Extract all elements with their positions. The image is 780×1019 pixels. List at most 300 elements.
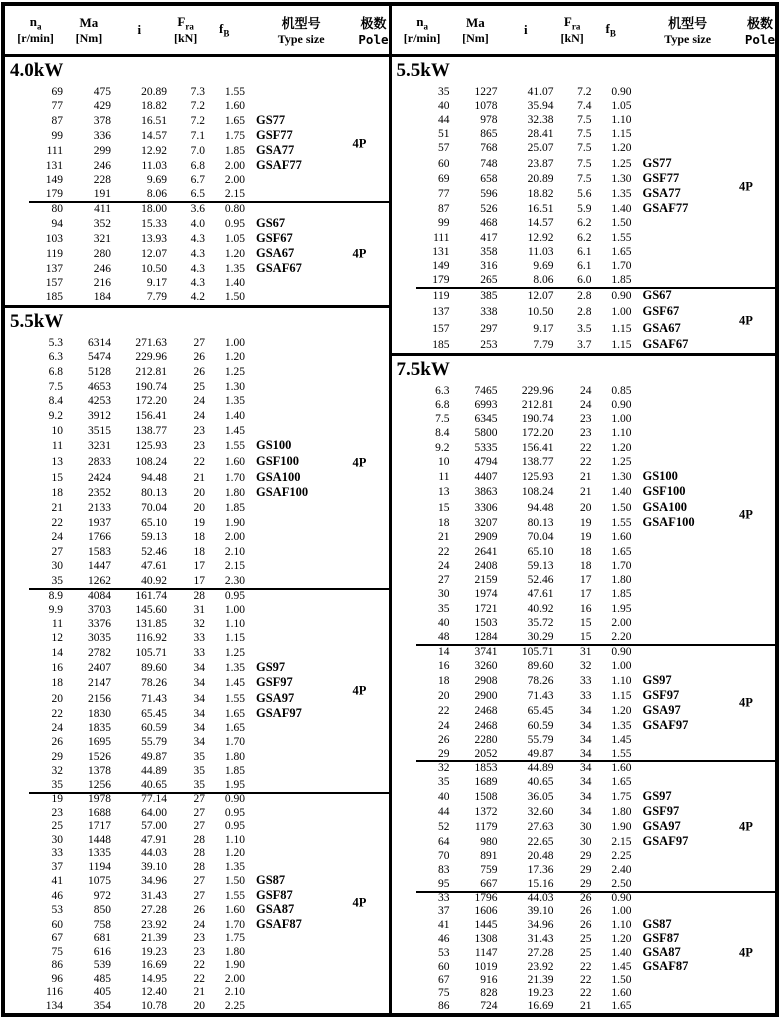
ratio-cell: 70.04 bbox=[527, 531, 554, 544]
fb-cell: 2.30 bbox=[224, 575, 245, 588]
fb-cell: 0.95 bbox=[224, 217, 245, 230]
fb-cell: 1.50 bbox=[611, 501, 632, 514]
na-cell: 57 bbox=[438, 142, 450, 155]
ratio-cell: 44.89 bbox=[527, 761, 554, 774]
ratio-cell: 16.51 bbox=[527, 203, 554, 216]
fra-cell: 27 bbox=[193, 875, 205, 888]
table-row bbox=[392, 748, 776, 761]
ratio-cell: 105.71 bbox=[135, 646, 167, 659]
fb-cell: 1.15 bbox=[224, 632, 245, 645]
fb-cell: 1.65 bbox=[224, 114, 245, 127]
na-cell: 27 bbox=[438, 574, 450, 587]
na-cell: 11 bbox=[51, 440, 63, 453]
ratio-cell: 89.60 bbox=[141, 662, 167, 675]
ma-cell: 1378 bbox=[88, 765, 111, 778]
fra-cell: 34 bbox=[580, 719, 592, 732]
fra-cell: 23 bbox=[193, 440, 205, 453]
fra-cell: 34 bbox=[580, 747, 592, 760]
ratio-cell: 40.92 bbox=[527, 602, 554, 615]
na-cell: 26 bbox=[438, 733, 450, 746]
na-cell: 86 bbox=[51, 959, 63, 972]
ratio-cell: 32.38 bbox=[527, 114, 554, 126]
na-cell: 52 bbox=[438, 820, 450, 833]
ratio-cell: 39.10 bbox=[527, 905, 554, 917]
fra-cell: 28 bbox=[193, 589, 205, 602]
table-row bbox=[5, 144, 389, 158]
ratio-cell: 59.13 bbox=[527, 559, 554, 572]
ratio-cell: 9.17 bbox=[146, 277, 167, 290]
fra-cell: 22 bbox=[580, 455, 592, 468]
type-size-cell: GSAF97 bbox=[642, 834, 689, 849]
ma-cell: 1078 bbox=[474, 99, 498, 112]
ma-cell: 980 bbox=[480, 836, 498, 849]
fra-cell: 4.3 bbox=[190, 247, 205, 260]
column-label: $n_a$ bbox=[416, 13, 428, 32]
column-header-3 bbox=[553, 6, 591, 54]
ratio-cell: 20.89 bbox=[527, 172, 554, 185]
type-size-cell: GS87 bbox=[642, 917, 672, 931]
na-cell: 19 bbox=[51, 793, 63, 806]
ma-cell: 2352 bbox=[88, 487, 111, 500]
fra-cell: 21 bbox=[580, 486, 592, 499]
fra-cell: 28 bbox=[193, 833, 205, 846]
ma-cell: 2147 bbox=[88, 677, 111, 690]
ma-cell: 4794 bbox=[474, 455, 498, 468]
table-row bbox=[392, 322, 776, 336]
fra-cell: 7.3 bbox=[190, 85, 205, 98]
fb-cell: 1.05 bbox=[224, 232, 245, 245]
pole-value: 4P bbox=[352, 895, 367, 910]
fb-cell: 2.00 bbox=[224, 174, 245, 187]
fb-cell: 1.65 bbox=[611, 775, 632, 788]
ma-cell: 596 bbox=[480, 188, 498, 201]
ma-cell: 748 bbox=[480, 157, 498, 170]
na-cell: 149 bbox=[432, 260, 450, 273]
table-row bbox=[392, 456, 776, 469]
table-row bbox=[5, 793, 389, 806]
na-cell: 7.5 bbox=[48, 380, 63, 393]
ratio-cell: 36.05 bbox=[527, 790, 554, 803]
power-section bbox=[5, 305, 389, 1013]
fra-cell: 20 bbox=[580, 501, 592, 514]
fb-cell: 1.05 bbox=[611, 99, 632, 112]
ratio-cell: 34.96 bbox=[141, 875, 167, 888]
ma-cell: 2782 bbox=[88, 646, 111, 659]
ma-cell: 1447 bbox=[88, 560, 111, 573]
fb-cell: 1.85 bbox=[611, 588, 632, 601]
na-cell: 16 bbox=[438, 659, 450, 672]
ma-cell: 1695 bbox=[88, 736, 111, 749]
ratio-cell: 89.60 bbox=[527, 659, 554, 672]
fb-cell: 1.80 bbox=[611, 574, 632, 587]
fb-cell: 1.85 bbox=[224, 501, 245, 514]
fra-cell: 21 bbox=[193, 986, 205, 999]
ratio-cell: 31.43 bbox=[141, 889, 167, 902]
fb-cell: 1.35 bbox=[611, 719, 632, 732]
fra-cell: 18 bbox=[193, 545, 205, 558]
table-row bbox=[392, 719, 776, 733]
na-cell: 37 bbox=[51, 860, 63, 873]
fra-cell: 17 bbox=[580, 588, 592, 601]
fra-cell: 26 bbox=[193, 904, 205, 917]
ratio-cell: 9.69 bbox=[533, 260, 554, 273]
fb-cell: 1.60 bbox=[224, 99, 245, 112]
na-cell: 48 bbox=[438, 631, 450, 644]
ratio-cell: 80.13 bbox=[527, 517, 554, 530]
column-label: Ma bbox=[79, 14, 99, 30]
ma-cell: 1445 bbox=[474, 919, 498, 931]
ma-cell: 411 bbox=[94, 202, 111, 215]
table-row bbox=[5, 676, 389, 690]
ratio-cell: 65.10 bbox=[527, 545, 554, 558]
fra-cell: 7.5 bbox=[577, 172, 592, 185]
na-cell: 32 bbox=[51, 765, 63, 778]
fra-cell: 33 bbox=[580, 674, 592, 687]
table-row bbox=[5, 381, 389, 394]
fb-cell: 1.60 bbox=[611, 987, 632, 999]
fb-cell: 1.50 bbox=[611, 217, 632, 230]
ratio-cell: 77.14 bbox=[141, 793, 167, 806]
fb-cell: 2.25 bbox=[611, 850, 632, 863]
gearbox-block bbox=[5, 589, 389, 793]
table-row bbox=[5, 159, 389, 173]
ratio-cell: 18.82 bbox=[141, 99, 167, 112]
table-row bbox=[5, 471, 389, 485]
table-row bbox=[5, 973, 389, 986]
ratio-cell: 105.71 bbox=[521, 645, 554, 658]
table-row bbox=[5, 217, 389, 231]
fra-cell: 24 bbox=[193, 410, 205, 423]
table-row bbox=[392, 560, 776, 573]
ma-cell: 616 bbox=[93, 945, 111, 958]
ratio-cell: 60.59 bbox=[527, 719, 554, 732]
table-row bbox=[5, 188, 389, 201]
na-cell: 185 bbox=[45, 291, 63, 304]
na-cell: 21 bbox=[51, 501, 63, 514]
ratio-cell: 18.82 bbox=[527, 188, 554, 201]
na-cell: 94 bbox=[51, 217, 63, 230]
fra-cell: 21 bbox=[580, 1000, 592, 1012]
na-cell: 24 bbox=[51, 531, 63, 544]
fb-cell: 1.40 bbox=[611, 203, 632, 216]
ma-cell: 1019 bbox=[474, 961, 498, 973]
fra-cell: 7.5 bbox=[577, 157, 592, 170]
ma-cell: 2833 bbox=[88, 455, 111, 468]
type-size-cell: GSAF87 bbox=[256, 916, 302, 931]
ratio-cell: 22.65 bbox=[527, 836, 554, 849]
fra-cell: 27 bbox=[193, 336, 205, 349]
ma-cell: 972 bbox=[93, 889, 111, 902]
ma-cell: 2909 bbox=[474, 531, 498, 544]
fra-cell: 34 bbox=[193, 707, 205, 720]
ma-cell: 724 bbox=[480, 1000, 498, 1012]
power-section bbox=[392, 57, 776, 353]
na-cell: 13 bbox=[51, 455, 63, 468]
ratio-cell: 40.65 bbox=[527, 775, 554, 788]
fra-cell: 27 bbox=[193, 793, 205, 806]
ma-cell: 191 bbox=[93, 188, 111, 201]
ma-cell: 5800 bbox=[474, 427, 498, 440]
na-cell: 21 bbox=[438, 531, 450, 544]
type-size-cell: GSA100 bbox=[256, 469, 301, 484]
fb-cell: 1.25 bbox=[611, 455, 632, 468]
table-row bbox=[392, 470, 776, 484]
ma-cell: 5474 bbox=[88, 351, 111, 364]
na-cell: 13 bbox=[438, 486, 450, 499]
ratio-cell: 78.26 bbox=[141, 677, 167, 690]
table-row bbox=[5, 590, 389, 603]
table-row bbox=[5, 986, 389, 999]
na-cell: 149 bbox=[45, 174, 63, 187]
fra-cell: 27 bbox=[193, 806, 205, 819]
type-size-cell: GS67 bbox=[256, 215, 286, 230]
table-row bbox=[5, 502, 389, 515]
fb-cell: 1.00 bbox=[611, 413, 632, 426]
na-cell: 131 bbox=[45, 160, 63, 173]
table-row bbox=[392, 128, 776, 141]
table-header bbox=[5, 6, 389, 57]
column-label: 极数 bbox=[746, 17, 773, 32]
na-cell: 70 bbox=[438, 850, 450, 863]
fra-cell: 23 bbox=[193, 932, 205, 945]
na-cell: 51 bbox=[438, 128, 450, 141]
na-cell: 18 bbox=[51, 487, 63, 500]
fra-cell: 31 bbox=[193, 603, 205, 616]
fra-cell: 7.2 bbox=[190, 114, 205, 127]
type-size-cell: GSAF67 bbox=[642, 336, 689, 351]
ma-cell: 385 bbox=[480, 290, 498, 303]
ma-cell: 280 bbox=[93, 247, 111, 260]
fra-cell: 28 bbox=[193, 860, 205, 873]
fra-cell: 34 bbox=[193, 692, 205, 705]
section-title: 5.5kW bbox=[396, 60, 450, 81]
ma-cell: 768 bbox=[480, 142, 498, 155]
fb-cell: 1.40 bbox=[224, 410, 245, 423]
table-row bbox=[392, 689, 776, 703]
type-size-cell: GS77 bbox=[256, 112, 286, 127]
ma-cell: 6993 bbox=[474, 398, 498, 411]
column-header-3 bbox=[167, 6, 205, 54]
fra-cell: 7.1 bbox=[190, 129, 205, 142]
table-row bbox=[392, 413, 776, 426]
table-row bbox=[5, 751, 389, 764]
table-row bbox=[392, 820, 776, 834]
table-row bbox=[392, 338, 776, 352]
na-cell: 119 bbox=[432, 290, 450, 303]
type-size-cell: GSAF100 bbox=[642, 515, 695, 530]
gearbox-block bbox=[392, 384, 776, 645]
ma-cell: 891 bbox=[480, 850, 498, 863]
fb-cell: 2.15 bbox=[611, 836, 632, 849]
ma-cell: 321 bbox=[93, 232, 111, 245]
type-size-cell: GSAF67 bbox=[256, 261, 302, 276]
ma-cell: 526 bbox=[480, 203, 498, 216]
ratio-cell: 108.24 bbox=[521, 486, 554, 499]
table-row bbox=[5, 410, 389, 423]
ma-cell: 6314 bbox=[88, 336, 111, 349]
ma-cell: 1796 bbox=[474, 892, 498, 904]
fra-cell: 32 bbox=[193, 618, 205, 631]
ma-cell: 3035 bbox=[88, 632, 111, 645]
ratio-cell: 7.79 bbox=[533, 338, 554, 351]
ratio-cell: 15.33 bbox=[141, 217, 167, 230]
na-cell: 77 bbox=[51, 99, 63, 112]
ma-cell: 1227 bbox=[474, 85, 498, 98]
fra-cell: 22 bbox=[193, 972, 205, 985]
ratio-cell: 39.10 bbox=[141, 860, 167, 873]
fra-cell: 26 bbox=[580, 892, 592, 904]
column-header-1 bbox=[66, 6, 111, 54]
ma-cell: 539 bbox=[93, 959, 111, 972]
fb-cell: 1.30 bbox=[224, 380, 245, 393]
ratio-cell: 17.36 bbox=[527, 864, 554, 877]
fra-cell: 34 bbox=[580, 704, 592, 717]
ratio-cell: 14.57 bbox=[527, 217, 554, 230]
section-title: 4.0kW bbox=[10, 60, 64, 81]
type-size-cell: GS97 bbox=[642, 788, 672, 803]
fra-cell: 5.6 bbox=[577, 188, 592, 201]
ma-cell: 7465 bbox=[474, 384, 498, 397]
ratio-cell: 19.23 bbox=[141, 945, 167, 958]
fra-cell: 20 bbox=[193, 999, 205, 1012]
ma-cell: 354 bbox=[93, 999, 111, 1012]
fra-cell: 32 bbox=[580, 659, 592, 672]
ratio-cell: 10.78 bbox=[141, 999, 167, 1012]
ratio-cell: 138.77 bbox=[135, 424, 167, 437]
fb-cell: 1.70 bbox=[224, 918, 245, 931]
table-row bbox=[392, 905, 776, 918]
table-header bbox=[392, 6, 776, 57]
na-cell: 67 bbox=[51, 932, 63, 945]
table-row bbox=[392, 260, 776, 273]
ratio-cell: 10.50 bbox=[527, 306, 554, 319]
na-cell: 179 bbox=[432, 274, 450, 287]
table-row bbox=[5, 647, 389, 660]
fb-cell: 1.25 bbox=[224, 366, 245, 379]
ma-cell: 429 bbox=[93, 99, 111, 112]
ratio-cell: 64.00 bbox=[141, 806, 167, 819]
pole-value: 4P bbox=[739, 819, 753, 833]
column-header-4 bbox=[591, 6, 630, 54]
ma-cell: 2280 bbox=[474, 733, 498, 746]
ma-cell: 2133 bbox=[88, 501, 111, 514]
column-unit: [r/min] bbox=[403, 31, 441, 46]
ma-cell: 3912 bbox=[88, 410, 111, 423]
type-size-cell: GSAF87 bbox=[642, 959, 689, 973]
ma-cell: 2159 bbox=[474, 574, 498, 587]
ma-cell: 1284 bbox=[474, 631, 498, 644]
ma-cell: 2052 bbox=[474, 747, 498, 760]
na-cell: 99 bbox=[438, 217, 450, 230]
fb-cell: 1.55 bbox=[224, 85, 245, 98]
type-size-cell: GSF97 bbox=[642, 687, 680, 702]
fb-cell: 0.95 bbox=[224, 806, 245, 819]
na-cell: 33 bbox=[51, 847, 63, 860]
fra-cell: 18 bbox=[580, 545, 592, 558]
fra-cell: 34 bbox=[580, 805, 592, 818]
fra-cell: 35 bbox=[193, 779, 205, 792]
na-cell: 37 bbox=[438, 905, 450, 917]
table-row bbox=[5, 247, 389, 261]
na-cell: 15 bbox=[438, 501, 450, 514]
pole-value: 4P bbox=[739, 945, 753, 959]
fb-cell: 1.15 bbox=[611, 689, 632, 702]
power-section bbox=[392, 353, 776, 1013]
table-row bbox=[392, 674, 776, 688]
table-row bbox=[5, 86, 389, 99]
fra-cell: 34 bbox=[580, 761, 592, 774]
fb-cell: 1.35 bbox=[611, 188, 632, 201]
table-row bbox=[5, 604, 389, 617]
na-cell: 83 bbox=[438, 864, 450, 877]
ratio-cell: 55.79 bbox=[527, 733, 554, 746]
type-size-cell: GSF97 bbox=[642, 803, 680, 818]
fb-cell: 1.90 bbox=[224, 516, 245, 529]
ratio-cell: 9.69 bbox=[146, 174, 167, 187]
fra-cell: 24 bbox=[193, 395, 205, 408]
fb-cell: 1.70 bbox=[224, 471, 245, 484]
column-label: $n_a$ bbox=[29, 13, 42, 32]
na-cell: 6.3 bbox=[435, 384, 450, 397]
column-label: 极数 bbox=[360, 17, 387, 32]
fra-cell: 6.1 bbox=[577, 260, 592, 273]
na-cell: 157 bbox=[45, 277, 63, 290]
type-size-cell: GSA87 bbox=[642, 945, 681, 959]
table-row bbox=[392, 114, 776, 127]
fb-cell: 1.65 bbox=[611, 1000, 632, 1012]
fra-cell: 29 bbox=[580, 878, 592, 891]
ma-cell: 1974 bbox=[474, 588, 498, 601]
table-row bbox=[5, 834, 389, 847]
fra-cell: 2.8 bbox=[577, 306, 592, 319]
na-cell: 96 bbox=[51, 972, 63, 985]
type-size-cell: GSF97 bbox=[256, 675, 293, 690]
ratio-cell: 13.93 bbox=[141, 232, 167, 245]
fra-cell: 31 bbox=[580, 645, 592, 658]
na-cell: 41 bbox=[438, 919, 450, 931]
table-row bbox=[5, 765, 389, 778]
fra-cell: 25 bbox=[580, 933, 592, 945]
na-cell: 20 bbox=[51, 692, 63, 705]
na-cell: 7.5 bbox=[435, 413, 450, 426]
table-row bbox=[392, 485, 776, 499]
ma-cell: 336 bbox=[93, 129, 111, 142]
fra-cell: 6.7 bbox=[190, 174, 205, 187]
table-row bbox=[392, 305, 776, 319]
ratio-cell: 23.92 bbox=[141, 918, 167, 931]
table-row bbox=[5, 946, 389, 959]
table-row bbox=[5, 874, 389, 888]
fra-cell: 33 bbox=[193, 646, 205, 659]
ma-cell: 681 bbox=[93, 932, 111, 945]
ma-cell: 667 bbox=[480, 878, 498, 891]
ratio-cell: 190.74 bbox=[521, 413, 554, 426]
na-cell: 80 bbox=[51, 202, 63, 215]
fra-cell: 21 bbox=[193, 471, 205, 484]
na-cell: 12 bbox=[51, 632, 63, 645]
table-row bbox=[5, 203, 389, 216]
column-unit: Type size bbox=[664, 32, 712, 46]
ratio-cell: 16.69 bbox=[141, 959, 167, 972]
na-cell: 134 bbox=[45, 999, 63, 1012]
pole-value: 4P bbox=[739, 313, 753, 327]
fb-cell: 1.15 bbox=[611, 338, 632, 351]
na-cell: 22 bbox=[51, 516, 63, 529]
type-size-cell: GSF100 bbox=[642, 484, 686, 499]
ma-cell: 1372 bbox=[474, 805, 498, 818]
ratio-cell: 12.92 bbox=[527, 231, 554, 244]
fb-cell: 1.55 bbox=[224, 440, 245, 453]
